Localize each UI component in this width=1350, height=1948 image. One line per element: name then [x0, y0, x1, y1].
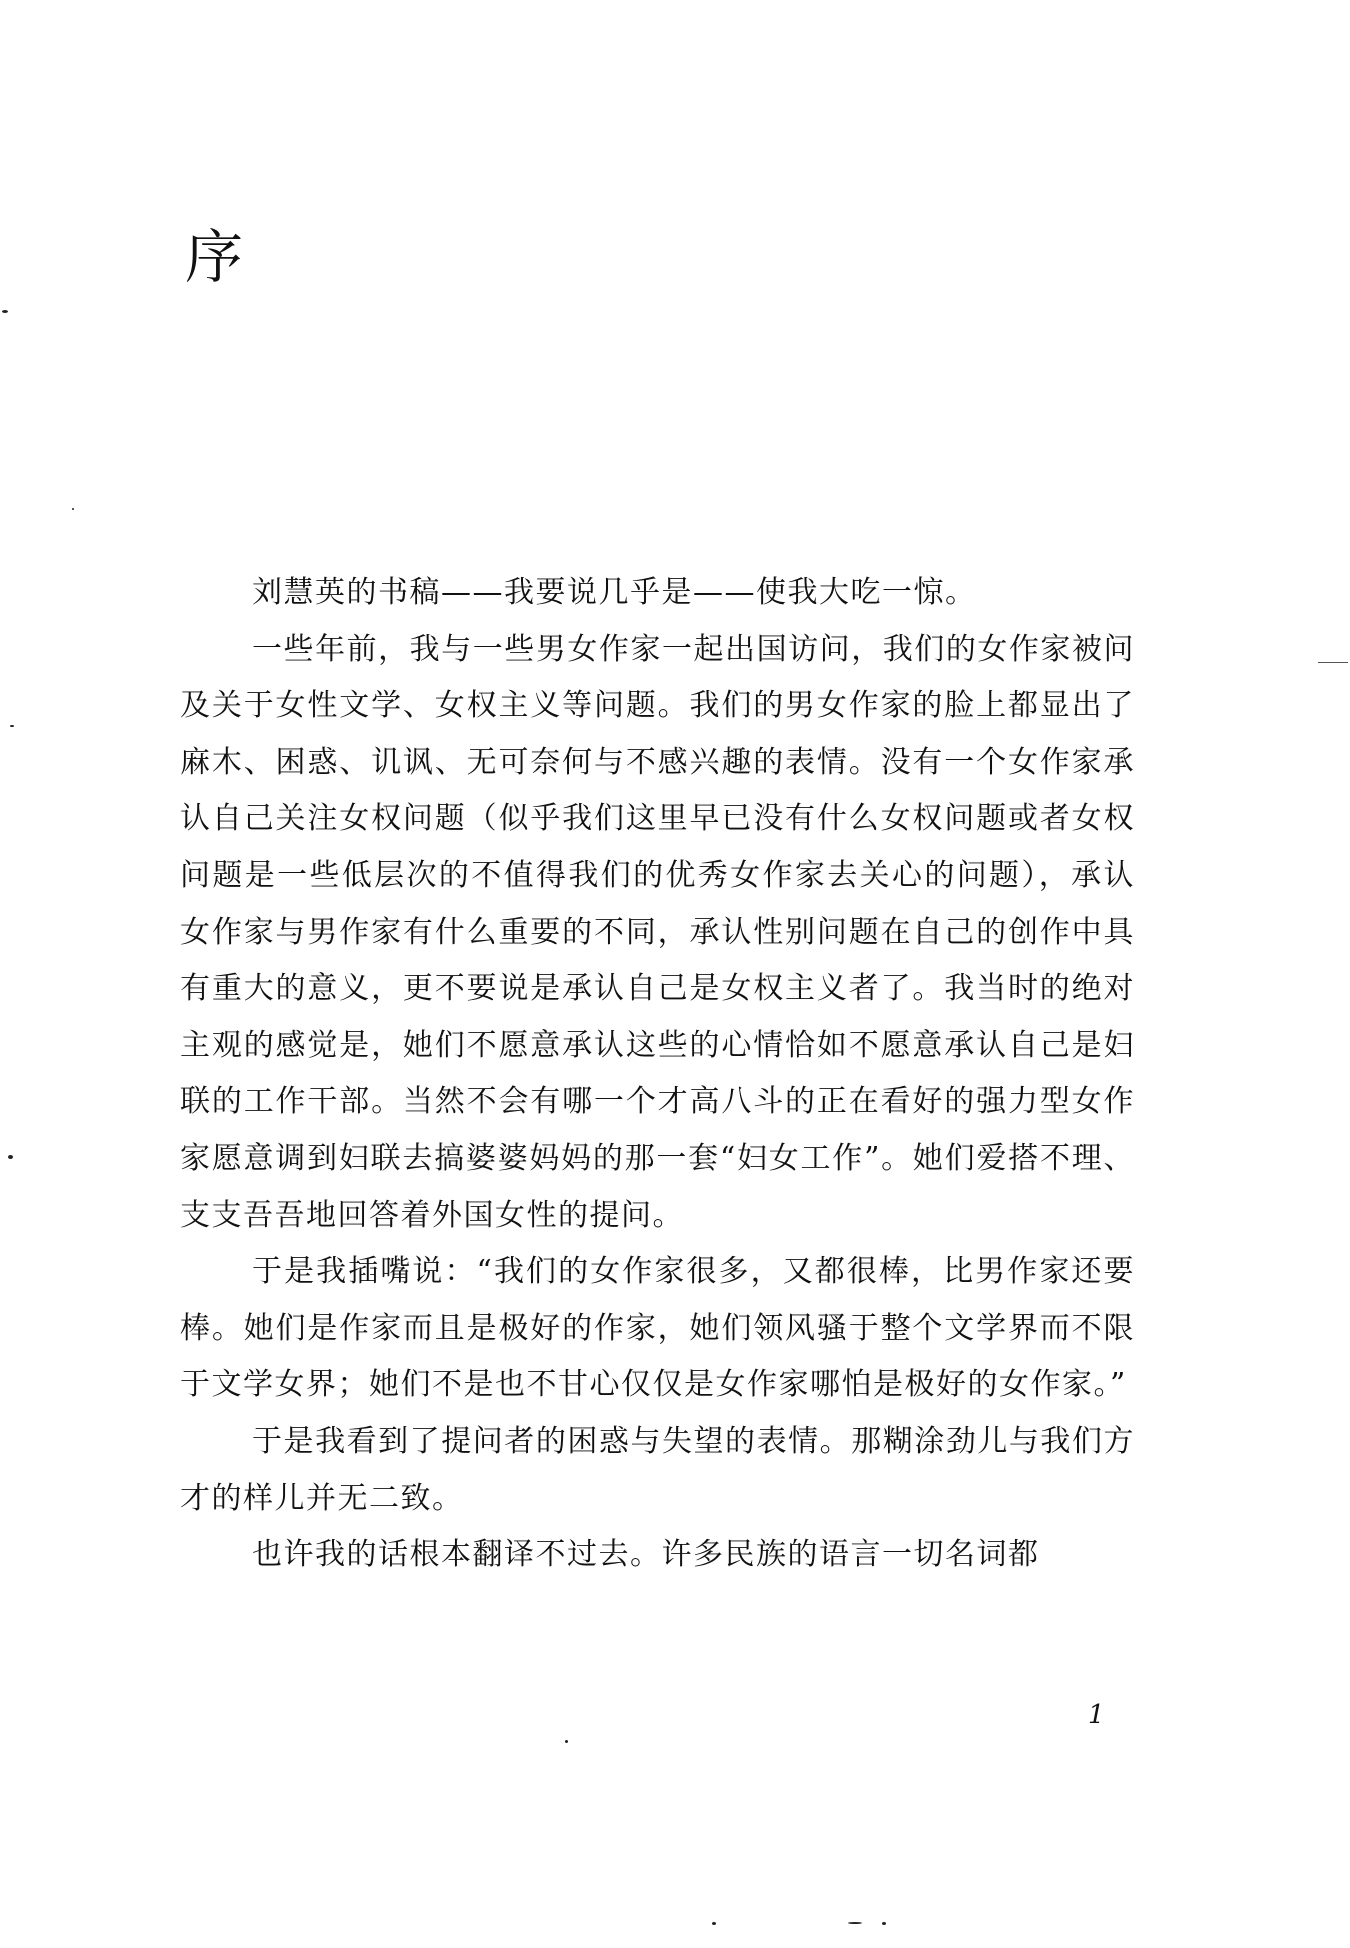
scan-speck [2, 310, 8, 313]
paragraph: 一些年前，我与一些男女作家一起出国访问，我们的女作家被问及关于女性文学、女权主义等问题。我们的男女作家的脸上都显出了麻木、困惑、讥讽、无可奈何与不感兴趣的表情。没有一个女作家承认自己关注女权问题（似乎我们这里早已没有什么女权问题或者女权问题是一些低层次的不值得我们的优秀女作家去关心的问题），承认女作家与男作家有什么重要的不同，承认性别问题在自己的创作中具有重大的意义，更不要说是承认自己是女权主义者了。我当时的绝对主观的感觉是，她们不愿意承认这些的心情恰如不愿意承认自己是妇联的工作干部。当然不会有哪一个才高八斗的正在看好的强力型女作家愿意调到妇联去搞婆婆妈妈的那一套“妇女工作”。她们爱搭不理、支支吾吾地回答着外国女性的提问。 [180, 631, 1135, 1233]
scan-speck [565, 1740, 568, 1743]
scan-speck [712, 1922, 716, 1925]
scan-speck [882, 1922, 886, 1925]
body-text [180, 565, 1135, 1584]
paragraph: 于是我看到了提问者的困惑与失望的表情。那糊涂劲儿与我们方才的样儿并无二致。 [180, 1423, 1135, 1516]
paragraph: 刘慧英的书稿——我要说几乎是——使我大吃一惊。 [252, 575, 977, 610]
paragraph: 也许我的话根本翻译不过去。许多民族的语言一切名词都 [252, 1537, 1040, 1573]
scan-speck [848, 1922, 862, 1924]
scan-speck [10, 725, 14, 727]
paragraph: 于是我插嘴说：“我们的女作家很多，又都很棒，比男作家还要棒。她们是作家而且是极好的作家，她们领风骚于整个文学界而不限于文学女界；她们不是也不甘心仅仅是女作家哪怕是极好的女作家。” [180, 1254, 1135, 1403]
scan-speck [72, 508, 74, 510]
page-number: 1 [1088, 1700, 1105, 1730]
chapter-title: 序 [185, 223, 244, 291]
scan-edge-line [1318, 662, 1348, 663]
scan-speck [8, 1155, 13, 1159]
